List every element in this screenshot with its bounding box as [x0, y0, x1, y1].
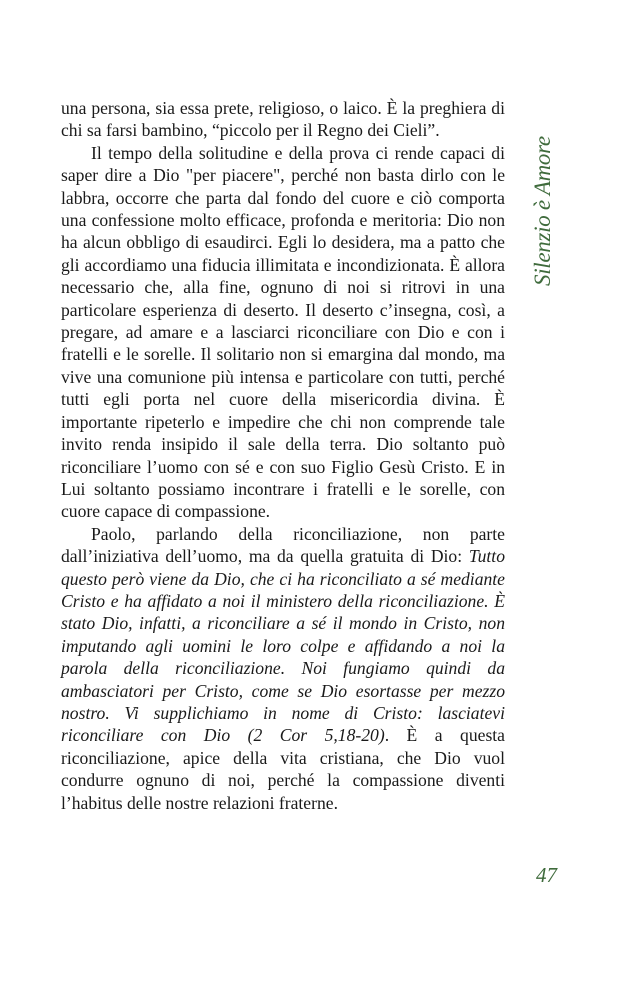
running-head: [526, 100, 566, 300]
running-head-title: Silenzio è Amore: [530, 136, 555, 286]
paragraph-continuation: una persona, sia essa prete, religioso, o laico. È la preghiera di chi sa farsi bambino, “piccolo per il Regno dei Cieli”.: [61, 98, 505, 141]
body-text: [61, 97, 505, 814]
paragraph-outro: . È a questa riconciliazione, apice della vita cristiana, che Dio vuol condurre ognuno di noi, perché la compassione diventi l’habitus delle nostre relazioni fraterne.: [61, 725, 505, 813]
paragraph-intro: Paolo, parlando della riconciliazione, non parte dall’iniziativa dell’uomo, ma da quella gratuita di Dio:: [61, 523, 505, 567]
paragraph-solitude: Il tempo della solitudine e della prova ci rende capaci di saper dire a Dio "per piacere", perché non basta dirlo con le labbra, occorre che parta dal fondo del cuore e ciò comporta una confessione molto efficace, profonda e meritoria: Dio non ha alcun obbligo di esaudirci. Egli lo desidera, ma a patto che gli accordiamo una fiducia illimitata e incondizionata. È allora necessario che, alla fine, ognuno di noi si ritrovi in una particolare esperienza di deserto. Il deserto c’insegna, così, a pregare, ad amare e a lasciarci riconciliare con Dio e con i fratelli e le sorelle. Il solitario non si emargina dal mondo, ma vive una comunione più intensa e particolare con tutti, perché tutti egli porta nel cuore della misericordia divina. È importante ripeterlo e impedire che chi non comprende tale invito renda insipido il sale della terra. Dio soltanto può riconciliare l’uomo con sé e con suo Figlio Gesù Cristo. E in Lui soltanto possiamo incontrare i fratelli e le sorelle, con cuore capace di compassione.: [61, 142, 505, 522]
scripture-quote: Tutto questo però viene da Dio, che ci ha riconciliato a sé mediante Cristo e ha affidato a noi il ministero della riconciliazione. È stato Dio, infatti, a riconciliare a sé il mondo in Cristo, non imputando agli uomini le loro colpe e affidando a noi la parola della riconciliazione. Noi fungiamo quindi da ambasciatori per Cristo, come se Dio esortasse per mezzo nostro. Vi supplichiamo in nome di Cristo: lasciatevi riconciliare con Dio (2 Cor 5,18-20): [61, 546, 505, 746]
page-number: 47: [536, 863, 557, 887]
paragraph-reconciliation: [61, 523, 505, 814]
